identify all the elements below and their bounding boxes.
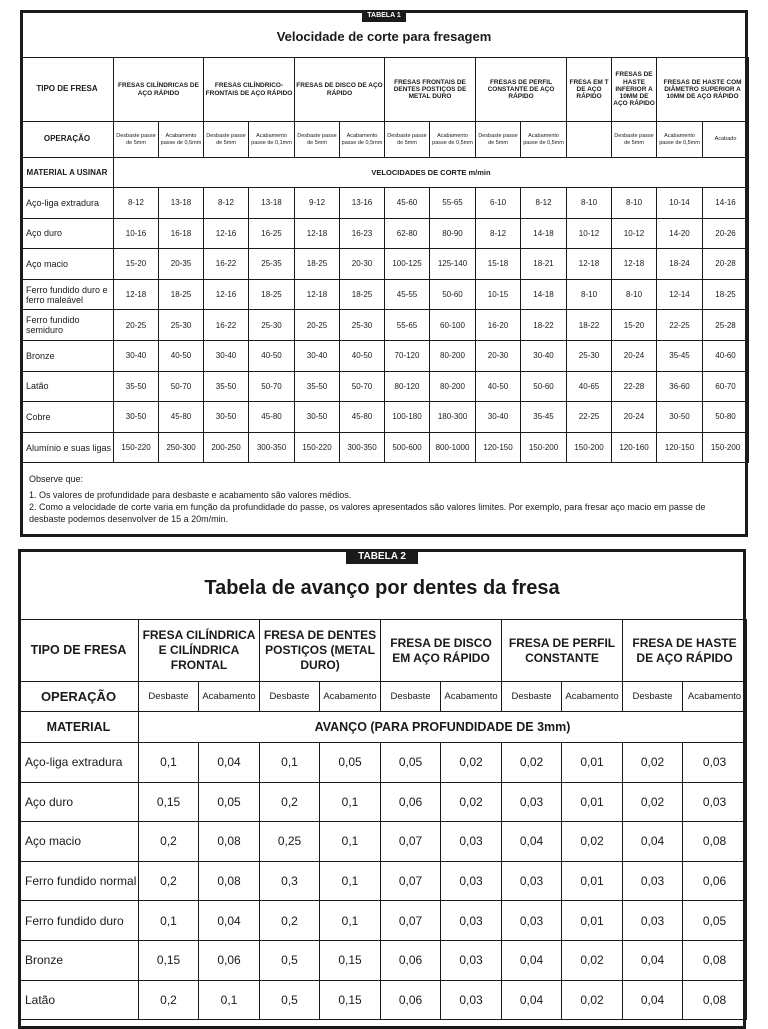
- value-cell: 0,03: [502, 861, 562, 901]
- value-cell: 0,04: [502, 980, 562, 1020]
- operation-cell: Acabamento passe de 0,5mm: [521, 122, 567, 158]
- value-cell: 60-70: [703, 371, 749, 402]
- value-cell: 16-25: [249, 218, 295, 249]
- value-cell: 40-50: [476, 371, 521, 402]
- value-cell: 8-12: [476, 218, 521, 249]
- operation-row: [19, 682, 747, 712]
- value-cell: 40-50: [249, 340, 295, 371]
- tipo-de-fresa-label: TIPO DE FRESA: [19, 620, 139, 682]
- fresa-type-header: FRESAS CILÍNDRICO-FRONTAIS DE AÇO RÁPIDO: [204, 58, 295, 122]
- material-name: Bronze: [19, 940, 139, 980]
- value-cell: 35-45: [657, 340, 703, 371]
- value-cell: 0,2: [260, 901, 320, 941]
- operation-cell: Desbaste passe de 5mm: [612, 122, 657, 158]
- tabela-1: [20, 10, 748, 537]
- table-row: [21, 310, 749, 341]
- value-cell: 150-220: [114, 432, 159, 463]
- value-cell: 0,01: [562, 861, 623, 901]
- value-cell: 0,03: [623, 901, 683, 941]
- value-cell: 8-12: [521, 188, 567, 219]
- operation-cell: Desbaste passe de 5mm: [295, 122, 340, 158]
- value-cell: 10-12: [612, 218, 657, 249]
- value-cell: 36-60: [657, 371, 703, 402]
- value-cell: 0,1: [199, 980, 260, 1020]
- value-cell: 0,5: [260, 980, 320, 1020]
- notes: [29, 473, 741, 525]
- value-cell: 18-25: [295, 249, 340, 280]
- value-cell: 35-50: [295, 371, 340, 402]
- value-cell: 45-80: [249, 402, 295, 433]
- material-name: Alumínio e suas ligas: [21, 432, 114, 463]
- value-cell: 14-20: [657, 218, 703, 249]
- table-row: [19, 861, 747, 901]
- value-cell: 45-80: [340, 402, 385, 433]
- value-cell: 40-50: [159, 340, 204, 371]
- value-cell: 30-50: [295, 402, 340, 433]
- value-cell: 0,06: [199, 940, 260, 980]
- value-cell: 13-16: [340, 188, 385, 219]
- material-name: Aço macio: [19, 822, 139, 862]
- value-cell: 0,03: [502, 782, 562, 822]
- value-cell: 25-28: [703, 310, 749, 341]
- value-cell: 0,02: [502, 743, 562, 783]
- value-cell: 0,1: [320, 901, 381, 941]
- material-name: Cobre: [21, 402, 114, 433]
- value-cell: 50-70: [249, 371, 295, 402]
- fresa-type-header: FRESAS DE PERFIL CONSTANTE DE AÇO RÁPIDO: [476, 58, 567, 122]
- value-cell: 60-100: [430, 310, 476, 341]
- value-cell: 14-18: [521, 218, 567, 249]
- operation-cell: Desbaste: [381, 682, 441, 712]
- value-cell: 16-20: [476, 310, 521, 341]
- value-cell: 0,5: [260, 940, 320, 980]
- table-row: [21, 279, 749, 310]
- value-cell: 35-45: [521, 402, 567, 433]
- cutting-speed-table: [20, 57, 749, 463]
- material-a-usinar-label: MATERIAL A USINAR: [21, 158, 114, 188]
- value-cell: 0,02: [562, 980, 623, 1020]
- value-cell: 8-10: [612, 188, 657, 219]
- operation-cell: Acabamento: [320, 682, 381, 712]
- value-cell: 55-65: [385, 310, 430, 341]
- value-cell: 30-50: [657, 402, 703, 433]
- material-name: Aço-liga extradura: [19, 743, 139, 783]
- value-cell: 12-16: [204, 279, 249, 310]
- value-cell: 150-200: [567, 432, 612, 463]
- value-cell: 0,06: [381, 782, 441, 822]
- value-cell: 0,15: [139, 782, 199, 822]
- operation-cell: Desbaste passe de 5mm: [114, 122, 159, 158]
- tabela-1-badge: TABELA 1: [362, 10, 406, 22]
- value-cell: 0,04: [502, 822, 562, 862]
- fresa-type-header: FRESA DE PERFIL CONSTANTE: [502, 620, 623, 682]
- value-cell: 0,07: [381, 861, 441, 901]
- value-cell: 18-25: [703, 279, 749, 310]
- table-row: [21, 340, 749, 371]
- value-cell: 0,03: [502, 901, 562, 941]
- value-cell: 45-60: [385, 188, 430, 219]
- value-cell: 20-24: [612, 340, 657, 371]
- fresa-type-header: FRESAS DE HASTE INFERIOR A 10MM DE AÇO RÁPIDO: [612, 58, 657, 122]
- value-cell: 0,04: [199, 901, 260, 941]
- value-cell: 0,25: [260, 822, 320, 862]
- value-cell: 0,06: [381, 940, 441, 980]
- value-cell: 18-25: [159, 279, 204, 310]
- table-row: [19, 901, 747, 941]
- value-cell: 20-24: [612, 402, 657, 433]
- value-cell: 0,01: [562, 743, 623, 783]
- value-cell: 40-65: [567, 371, 612, 402]
- value-cell: 250-300: [159, 432, 204, 463]
- operacao-label: OPERAÇÃO: [21, 122, 114, 158]
- value-cell: 16-18: [159, 218, 204, 249]
- tabela-2-badge: TABELA 2: [346, 549, 418, 564]
- table-row: [21, 249, 749, 280]
- table-row: [19, 940, 747, 980]
- value-cell: 14-16: [703, 188, 749, 219]
- value-cell: 0,1: [260, 743, 320, 783]
- material-name: Bronze: [21, 340, 114, 371]
- material-name: Aço macio: [21, 249, 114, 280]
- value-cell: 50-60: [521, 371, 567, 402]
- value-cell: 120-160: [612, 432, 657, 463]
- value-cell: 9-12: [295, 188, 340, 219]
- value-cell: 50-70: [340, 371, 385, 402]
- value-cell: 25-30: [340, 310, 385, 341]
- table-row: [21, 432, 749, 463]
- value-cell: 150-200: [703, 432, 749, 463]
- value-cell: 0,01: [562, 901, 623, 941]
- value-cell: 500-600: [385, 432, 430, 463]
- value-cell: 45-55: [385, 279, 430, 310]
- value-cell: 40-60: [703, 340, 749, 371]
- value-cell: 18-22: [521, 310, 567, 341]
- units-label: VELOCIDADES DE CORTE m/min: [114, 158, 749, 188]
- table-row: [21, 218, 749, 249]
- fresa-type-header: FRESA DE DISCO EM AÇO RÁPIDO: [381, 620, 502, 682]
- material-header-row: [19, 712, 747, 743]
- fresa-type-header: FRESAS DE HASTE COM DIÂMETRO SUPERIOR A 10MM DE AÇO RÁPIDO: [657, 58, 749, 122]
- value-cell: 800-1000: [430, 432, 476, 463]
- value-cell: 6-10: [476, 188, 521, 219]
- operation-cell: Acabamento passe de 0,1mm: [249, 122, 295, 158]
- value-cell: 0,04: [502, 940, 562, 980]
- value-cell: 0,08: [683, 940, 747, 980]
- units-label: AVANÇO (PARA PROFUNDIDADE DE 3mm): [139, 712, 747, 743]
- value-cell: 25-30: [249, 310, 295, 341]
- value-cell: 62-80: [385, 218, 430, 249]
- value-cell: 30-40: [476, 402, 521, 433]
- value-cell: 35-50: [204, 371, 249, 402]
- value-cell: 0,04: [623, 980, 683, 1020]
- table-row: [19, 782, 747, 822]
- operation-cell: [567, 122, 612, 158]
- value-cell: 50-70: [159, 371, 204, 402]
- value-cell: 18-25: [249, 279, 295, 310]
- fresa-type-header: FRESA DE HASTE DE AÇO RÁPIDO: [623, 620, 747, 682]
- value-cell: 18-22: [567, 310, 612, 341]
- value-cell: 50-80: [703, 402, 749, 433]
- value-cell: 30-40: [295, 340, 340, 371]
- value-cell: 0,1: [320, 782, 381, 822]
- value-cell: 0,03: [441, 861, 502, 901]
- feed-per-tooth-table: [18, 619, 747, 1020]
- value-cell: 12-18: [114, 279, 159, 310]
- value-cell: 8-10: [567, 188, 612, 219]
- value-cell: 0,03: [441, 940, 502, 980]
- value-cell: 125-140: [430, 249, 476, 280]
- operation-cell: Acabamento: [683, 682, 747, 712]
- value-cell: 8-12: [204, 188, 249, 219]
- value-cell: 10-14: [657, 188, 703, 219]
- operation-cell: Desbaste: [139, 682, 199, 712]
- fresa-type-header: FRESAS CILÍNDRICAS DE AÇO RÁPIDO: [114, 58, 204, 122]
- value-cell: 0,02: [441, 782, 502, 822]
- value-cell: 10-15: [476, 279, 521, 310]
- value-cell: 0,07: [381, 822, 441, 862]
- tabela-2: [18, 549, 746, 1029]
- value-cell: 12-16: [204, 218, 249, 249]
- value-cell: 0,15: [139, 940, 199, 980]
- value-cell: 8-10: [612, 279, 657, 310]
- material-name: Ferro fundido duro: [19, 901, 139, 941]
- value-cell: 150-220: [295, 432, 340, 463]
- value-cell: 120-150: [657, 432, 703, 463]
- value-cell: 16-22: [204, 249, 249, 280]
- value-cell: 0,08: [199, 861, 260, 901]
- value-cell: 8-12: [114, 188, 159, 219]
- value-cell: 0,1: [139, 901, 199, 941]
- value-cell: 0,08: [683, 822, 747, 862]
- value-cell: 80-90: [430, 218, 476, 249]
- value-cell: 0,2: [139, 822, 199, 862]
- value-cell: 0,2: [260, 782, 320, 822]
- material-name: Ferro fundido semiduro: [21, 310, 114, 341]
- value-cell: 30-50: [204, 402, 249, 433]
- value-cell: 10-16: [114, 218, 159, 249]
- operation-cell: Desbaste passe de 5mm: [204, 122, 249, 158]
- value-cell: 16-22: [204, 310, 249, 341]
- operation-cell: Desbaste passe de 5mm: [476, 122, 521, 158]
- value-cell: 180-300: [430, 402, 476, 433]
- value-cell: 0,01: [562, 782, 623, 822]
- value-cell: 45-80: [159, 402, 204, 433]
- value-cell: 0,1: [139, 743, 199, 783]
- value-cell: 70-120: [385, 340, 430, 371]
- value-cell: 30-40: [521, 340, 567, 371]
- fresa-type-header: FRESA CILÍNDRICA E CILÍNDRICA FRONTAL: [139, 620, 260, 682]
- value-cell: 0,04: [199, 743, 260, 783]
- operation-cell: Acabamento: [441, 682, 502, 712]
- material-header-row: [21, 158, 749, 188]
- value-cell: 12-18: [295, 218, 340, 249]
- value-cell: 0,06: [683, 861, 747, 901]
- cutting-speed-body: [21, 188, 749, 463]
- value-cell: 15-18: [476, 249, 521, 280]
- value-cell: 0,03: [683, 743, 747, 783]
- value-cell: 0,15: [320, 980, 381, 1020]
- value-cell: 25-30: [567, 340, 612, 371]
- note-item: 1. Os valores de profundidade para desbaste e acabamento são valores médios.: [29, 490, 352, 500]
- value-cell: 0,15: [320, 940, 381, 980]
- operation-cell: Acabado: [703, 122, 749, 158]
- value-cell: 0,05: [320, 743, 381, 783]
- value-cell: 15-20: [114, 249, 159, 280]
- value-cell: 120-150: [476, 432, 521, 463]
- operation-cell: Acabamento passe de 0,5mm: [430, 122, 476, 158]
- value-cell: 0,05: [381, 743, 441, 783]
- value-cell: 15-20: [612, 310, 657, 341]
- material-name: Aço-liga extradura: [21, 188, 114, 219]
- fresa-type-header: FRESA EM T DE AÇO RÁPIDO: [567, 58, 612, 122]
- value-cell: 0,1: [320, 861, 381, 901]
- fresa-type-row: [19, 620, 747, 682]
- value-cell: 22-25: [567, 402, 612, 433]
- value-cell: 0,03: [683, 782, 747, 822]
- value-cell: 20-30: [476, 340, 521, 371]
- note-heading: Observe que:: [29, 474, 84, 484]
- operation-cell: Desbaste: [502, 682, 562, 712]
- value-cell: 20-25: [295, 310, 340, 341]
- material-name: Aço duro: [21, 218, 114, 249]
- value-cell: 0,08: [683, 980, 747, 1020]
- tabela-2-title: Tabela de avanço por dentes da fresa: [204, 577, 560, 599]
- value-cell: 20-28: [703, 249, 749, 280]
- table-row: [19, 743, 747, 783]
- value-cell: 0,3: [260, 861, 320, 901]
- table-row: [21, 188, 749, 219]
- value-cell: 12-14: [657, 279, 703, 310]
- operacao-label: OPERAÇÃO: [19, 682, 139, 712]
- operation-cell: Desbaste passe de 5mm: [385, 122, 430, 158]
- value-cell: 35-50: [114, 371, 159, 402]
- value-cell: 0,02: [562, 940, 623, 980]
- fresa-type-header: FRESAS DE DISCO DE AÇO RÁPIDO: [295, 58, 385, 122]
- value-cell: 14-18: [521, 279, 567, 310]
- value-cell: 20-30: [340, 249, 385, 280]
- value-cell: 0,02: [623, 782, 683, 822]
- note-item: 2. Como a velocidade de corte varia em função da profundidade do passe, os valores apresentados são valores limites. Por exemplo, para fresar aço macio em passe de desbaste podemos desenvolver de 15 a 20m/min.: [29, 502, 706, 524]
- value-cell: 20-26: [703, 218, 749, 249]
- value-cell: 0,07: [381, 901, 441, 941]
- value-cell: 80-120: [385, 371, 430, 402]
- value-cell: 22-25: [657, 310, 703, 341]
- value-cell: 100-125: [385, 249, 430, 280]
- value-cell: 80-200: [430, 340, 476, 371]
- value-cell: 22-28: [612, 371, 657, 402]
- value-cell: 8-10: [567, 279, 612, 310]
- value-cell: 150-200: [521, 432, 567, 463]
- value-cell: 20-25: [114, 310, 159, 341]
- value-cell: 30-40: [114, 340, 159, 371]
- value-cell: 16-23: [340, 218, 385, 249]
- value-cell: 0,02: [441, 743, 502, 783]
- value-cell: 300-350: [249, 432, 295, 463]
- table-row: [21, 371, 749, 402]
- operation-cell: Acabamento passe de 0,5mm: [159, 122, 204, 158]
- material-name: Latão: [19, 980, 139, 1020]
- value-cell: 18-25: [340, 279, 385, 310]
- table-row: [19, 980, 747, 1020]
- material-name: Latão: [21, 371, 114, 402]
- value-cell: 25-35: [249, 249, 295, 280]
- value-cell: 40-50: [340, 340, 385, 371]
- value-cell: 0,02: [562, 822, 623, 862]
- fresa-type-row: [21, 58, 749, 122]
- value-cell: 0,1: [320, 822, 381, 862]
- operation-row: [21, 122, 749, 158]
- material-name: Ferro fundido normal: [19, 861, 139, 901]
- value-cell: 300-350: [340, 432, 385, 463]
- value-cell: 0,04: [623, 822, 683, 862]
- value-cell: 0,02: [623, 743, 683, 783]
- value-cell: 0,03: [623, 861, 683, 901]
- value-cell: 25-30: [159, 310, 204, 341]
- operation-cell: Desbaste: [260, 682, 320, 712]
- value-cell: 0,03: [441, 901, 502, 941]
- value-cell: 30-40: [204, 340, 249, 371]
- value-cell: 20-35: [159, 249, 204, 280]
- value-cell: 10-12: [567, 218, 612, 249]
- value-cell: 18-21: [521, 249, 567, 280]
- tipo-de-fresa-label: TIPO DE FRESA: [21, 58, 114, 122]
- material-name: Aço duro: [19, 782, 139, 822]
- value-cell: 0,04: [623, 940, 683, 980]
- table-row: [21, 402, 749, 433]
- value-cell: 50-60: [430, 279, 476, 310]
- value-cell: 200-250: [204, 432, 249, 463]
- value-cell: 0,2: [139, 861, 199, 901]
- operation-cell: Acabamento passe de 0,5mm: [340, 122, 385, 158]
- material-name: Ferro fundido duro e ferro maleável: [21, 279, 114, 310]
- operation-cell: Acabamento: [562, 682, 623, 712]
- value-cell: 30-50: [114, 402, 159, 433]
- value-cell: 0,03: [441, 980, 502, 1020]
- fresa-type-header: FRESA DE DENTES POSTIÇOS (METAL DURO): [260, 620, 381, 682]
- value-cell: 13-18: [249, 188, 295, 219]
- fresa-type-header: FRESAS FRONTAIS DE DENTES POSTIÇOS DE METAL DURO: [385, 58, 476, 122]
- value-cell: 0,03: [441, 822, 502, 862]
- value-cell: 12-18: [567, 249, 612, 280]
- value-cell: 13-18: [159, 188, 204, 219]
- value-cell: 0,2: [139, 980, 199, 1020]
- value-cell: 0,08: [199, 822, 260, 862]
- material-label: MATERIAL: [19, 712, 139, 743]
- value-cell: 18-24: [657, 249, 703, 280]
- value-cell: 80-200: [430, 371, 476, 402]
- value-cell: 12-18: [295, 279, 340, 310]
- feed-per-tooth-body: [19, 743, 747, 1020]
- value-cell: 12-18: [612, 249, 657, 280]
- value-cell: 0,06: [381, 980, 441, 1020]
- table-row: [19, 822, 747, 862]
- value-cell: 55-65: [430, 188, 476, 219]
- tabela-1-title: Velocidade de corte para fresagem: [276, 29, 492, 44]
- value-cell: 0,05: [683, 901, 747, 941]
- operation-cell: Desbaste: [623, 682, 683, 712]
- value-cell: 100-180: [385, 402, 430, 433]
- operation-cell: Acabamento: [199, 682, 260, 712]
- operation-cell: Acabamento passe de 0,5mm: [657, 122, 703, 158]
- value-cell: 0,05: [199, 782, 260, 822]
